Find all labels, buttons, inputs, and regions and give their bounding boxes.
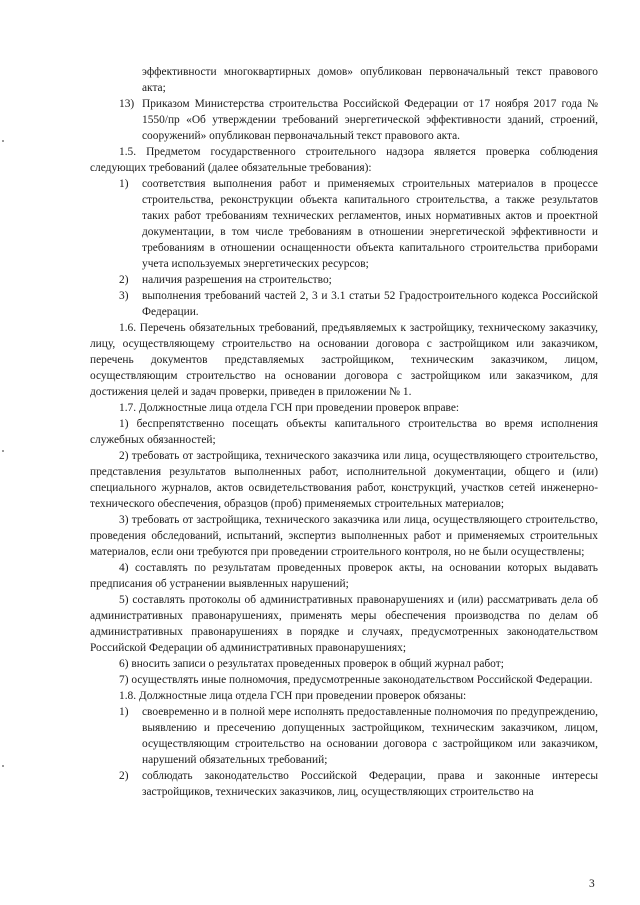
scan-mark (2, 450, 4, 452)
list-item-text: соответствия выполнения работ и применяемых строительных материалов в процессе строительства, реконструкции объекта капитального строительства, а также результатов таких работ требованиям технических регламентов, иных нормативных актов и проектной документации, в том числе требованиям в отношении энергетической эффективности и требованиям в отношении оснащенности объекта капитального строительства приборами учета используемых энергетических ресурсов; (142, 178, 598, 270)
list-item-text: своевременно и в полной мере исполнять предоставленные полномочия по предупреждению, выявлению и пресечению допущенных застройщиком, техническим заказчиком, лицом, осуществляющим строительство на основании договора с застройщиком или заказчиком, нарушений обязательных требований; (142, 706, 598, 766)
document-body (90, 64, 598, 800)
paragraph: 4) составлять по результатам проведенных проверок акты, на основании которых выдавать предписания об устранении выявленных нарушений; (90, 562, 598, 590)
list-item-number: 3) (119, 290, 129, 302)
paragraph: 1) беспрепятственно посещать объекты капитального строительства во время исполнения служебных обязанностей; (90, 418, 598, 446)
list-item-text: выполнения требований частей 2, 3 и 3.1 статьи 52 Градостроительного кодекса Российской Федерации. (142, 290, 598, 318)
list-item (90, 272, 598, 288)
paragraph: 1.6. Перечень обязательных требований, предъявляемых к застройщику, техническому заказчику, лицу, осуществляющему строительство на основании договора с застройщиком или заказчиком, перечень документов представляемых застройщиком, техническим заказчиком, лицом, осуществляющим строительство на основании договора с застройщиком или заказчиком, для достижения целей и задач проверки, приведен в приложении № 1. (90, 322, 598, 398)
paragraph: 5) составлять протоколы об административных правонарушениях и (или) рассматривать дела об административных правонарушениях, применять меры обеспечения производства по делам об административных правонарушениях в порядке и случаях, предусмотренных законодательством Российской Федерации об административных правонарушениях; (90, 594, 598, 654)
list-item (90, 288, 598, 320)
list-item (90, 96, 598, 144)
scan-mark (2, 765, 4, 767)
list-item-number: 13) (119, 98, 135, 110)
list-item-text: соблюдать законодательство Российской Федерации, права и законные интересы застройщиков, технических заказчиков, лиц, осуществляющих строительство на (142, 770, 598, 798)
paragraph: 2) требовать от застройщика, технического заказчика или лица, осуществляющего строительство, представления результатов выполненных работ, исполнительной документации, общего и (или) специального журналов, актов освидетельствования работ, конструкций, участков сетей инженерно-технического обеспечения, образцов (проб) применяемых строительных материалов; (90, 450, 598, 510)
list-item-text: наличия разрешения на строительство; (142, 274, 332, 286)
page-number: 3 (589, 878, 595, 890)
paragraph-continuation: эффективности многоквартирных домов» опубликован первоначальный текст правового акта; (142, 66, 598, 94)
list-item (90, 768, 598, 800)
list-item-number: 1) (119, 178, 129, 190)
paragraph: 3) требовать от застройщика, технического заказчика или лица, осуществляющего строительство, проведения обследований, испытаний, экспертиз выполненных работ и применяемых строительных материалов, если они требуются при проведении строительного контроля, но не были осуществлены; (90, 514, 598, 558)
scan-mark (2, 140, 4, 142)
paragraph: 1.5. Предметом государственного строительного надзора является проверка соблюдения следующих требований (далее обязательные требования): (90, 146, 598, 174)
paragraph: 1.8. Должностные лица отдела ГСН при проведении проверок обязаны: (119, 690, 467, 702)
list-item (90, 176, 598, 272)
paragraph: 1.7. Должностные лица отдела ГСН при проведении проверок вправе: (119, 402, 460, 414)
list-item-number: 1) (119, 706, 129, 718)
list-item-text: Приказом Министерства строительства Российской Федерации от 17 ноября 2017 года № 1550/пр «Об утверждении требований энергетической эффективности зданий, строений, сооружений» опубликован первоначальный текст правового акта. (142, 98, 598, 142)
paragraph: 7) осуществлять иные полномочия, предусмотренные законодательством Российской Федерации. (119, 674, 593, 686)
list-item-number: 2) (119, 274, 129, 286)
list-item-number: 2) (119, 770, 129, 782)
list-item (90, 704, 598, 768)
paragraph: 6) вносить записи о результатах проведенных проверок в общий журнал работ; (119, 658, 504, 670)
